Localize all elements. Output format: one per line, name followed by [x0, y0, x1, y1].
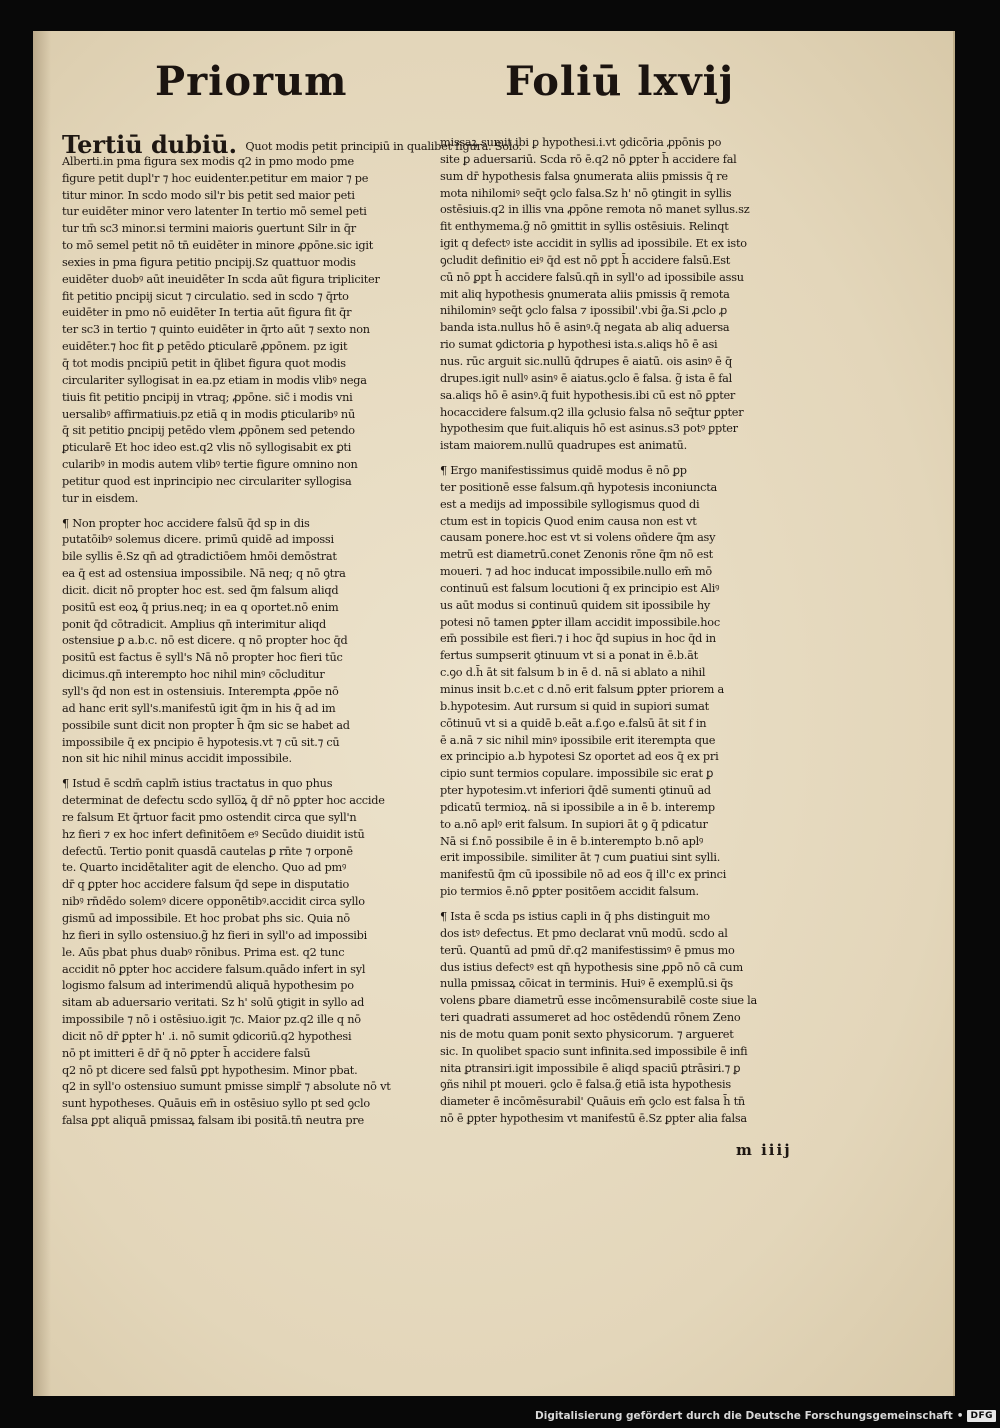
text-line: nihilominꝰ seq̄t ꝯclo falsa ⁊ ipossibil'.vbi g̃a.Si ꝓclo ꝓ — [440, 304, 728, 318]
text-line: cularibꝰ in modis autem vlibꝰ tertie figure omnino non — [62, 458, 358, 472]
text-line: minus insit b.c.et c d.nō erit falsum ꝑpter priorem a — [440, 683, 724, 696]
text-line: non sit hic nihil minus accidit impossibile. — [62, 752, 292, 766]
text-line: site ꝑ aduersariū. Scda rō ē.q2 nō ꝑpter h̄ accidere fal — [440, 152, 737, 166]
right-text-column — [440, 135, 812, 1128]
signature-mark: m iiij — [736, 1141, 792, 1159]
text-line: syll's q̄d non est in ostensiuis. Interempta ꝓpōe nō — [62, 685, 339, 698]
text-line: dos istꝰ defectus. Et pmo declarat vnū modū. scdo al — [440, 926, 728, 940]
text-line: ¶ Non propter hoc accidere falsū q̄d sp in dis — [62, 516, 310, 530]
text-line: metrū est diametrū.conet Zenonis rōne q̄m nō est — [440, 548, 713, 562]
text-line: q2 in syll'o ostensiuo sumunt pmisse simplr̄ ⁊ absolute nō vt — [62, 1080, 391, 1094]
text-line: ad hanc erit syll's.manifestū igit q̄m in his q̄ ad im — [62, 701, 336, 715]
text-line: erit impossibile. similiter āt ⁊ cum ꝑuatiui sint sylli. — [440, 851, 721, 865]
text-line: circulariter syllogisat in ea.pz etiam in modis vlibꝰ nega — [62, 373, 367, 387]
text-line: euidēter.⁊ hoc fit ꝑ petēdo ꝑticularē ꝓpōnem. pz igit — [62, 340, 348, 354]
text-line: sunt hypotheses. Quāuis em̄ in ostēsiuo syllo pt sed ꝯclo — [62, 1097, 370, 1111]
text-line: ostēsiuis.q2 in illis vna ꝓpōne remota nō manet syllus.sz — [440, 203, 750, 217]
text-line: hz fieri in syllo ostensiuo.g̃ hz fieri in syll'o ad impossibi — [62, 928, 367, 942]
text-line: accidit nō ꝑpter hoc accidere falsum.quādo infert in syl — [62, 962, 366, 976]
text-line: terū. Quantū ad pmū dr̄.q2 manifestissimꝰ ē pmus mo — [440, 943, 735, 957]
text-line: fit petitio pncipij sicut ⁊ circulatio. sed in scdo ⁊ q̄rto — [62, 289, 349, 303]
text-line: volens ꝑbare diametrū esse incōmensurabilē coste siue la — [440, 994, 757, 1008]
text-line: mota nihilomiꝰ seq̄t ꝯclo falsa.Sz h' nō ꝯtingit in syllis — [440, 186, 732, 200]
text-line: ex principio a.b hypotesi Sz oportet ad eos q̄ ex pri — [440, 750, 719, 764]
running-head-left: Priorum — [155, 58, 348, 105]
running-head-right: Foliū lxvij — [505, 58, 735, 105]
paragraph-gap — [62, 768, 440, 776]
text-line: fit enthymema.g̃ nō ꝯmittit in syllis ostēsiuis. Relinqt — [440, 220, 729, 234]
text-line: hypothesim que fuit.aliquis hō est asinus.s3 potꝰ ꝑpter — [440, 422, 738, 436]
text-line: ꝯcludit definitio eiꝰ q̄d est nō ꝑpt h̄ accidere falsū.Est — [440, 253, 731, 267]
text-line: bile syllis ē.Sz qn̄ ad ꝯtradictiōem hmōi demōstrat — [62, 550, 337, 564]
text-line: determinat de defectu scdo syllo̅ꝝ q̄ dr̄ nō ꝑpter hoc accide — [62, 794, 385, 808]
text-line: moueri. ⁊ ad hoc inducat impossibile.nullo em̄ mō — [440, 565, 712, 579]
text-line: uersalibꝰ affirmatiuis.pz etiā q in modis ꝑticularibꝰ nū — [62, 407, 355, 421]
text-line: nibꝰ rn̄dēdo solemꝰ dicere opponētibꝰ.accidit circa syllo — [62, 895, 365, 909]
paragraph-gap — [440, 455, 812, 463]
text-line: ¶ Istud ē scdm̄ caplm̄ istius tractatus in quo phus — [62, 777, 333, 791]
text-line: falsa ꝑpt aliquā pmissaꝝ falsam ibi positā.tn̄ neutra pre — [62, 1114, 364, 1128]
page-gutter-shadow — [33, 31, 51, 1396]
text-line: nō ē ꝑpter hypothesim vt manifestū ē.Sz ꝑpter alia falsa — [440, 1112, 747, 1126]
text-line: drupes.igit nullꝰ asinꝰ ē aiatus.ꝯclo ē falsa. g̃ ista ē fal — [440, 371, 733, 385]
text-line: dus istius defectꝰ est qn̄ hypothesis sine ꝓpō nō cā cum — [440, 960, 743, 974]
text-line: dicimus.qn̄ interempto hoc nihil minꝰ cōcluditur — [62, 668, 325, 682]
text-line: nulla pmissaꝝ cōicat in terminis. Huiꝰ ē exemplū.si q̄s — [440, 977, 733, 991]
text-line: mit aliq hypothesis ꝯnumerata aliis pmissis q̄ remota — [440, 287, 730, 301]
text-line-rest: Quot modis petit principiū in qualibet figura. Solo. — [245, 140, 522, 153]
text-line: positū est factus ē syll's Nā nō propter hoc fieri tūc — [62, 651, 343, 665]
text-line: euidēter duobꝰ aūt ineuidēter In scda aūt figura tripliciter — [62, 272, 380, 286]
text-line: causam ponere.hoc est vt si volens oñdere q̄m asy — [440, 531, 716, 545]
text-line: pio termios ē.nō ꝑpter positōem accidit falsum. — [440, 885, 699, 899]
text-line: ¶ Ista ē scda ps istius capli in q̄ phs distinguit mo — [440, 909, 710, 923]
text-line: ostensiue ꝑ a.b.c. nō est dicere. q nō propter hoc q̄d — [62, 634, 348, 648]
text-line: figure petit dupl'r ⁊ hoc euidenter.petitur em maior ⁊ pe — [62, 171, 369, 185]
footer-credit: Digitalisierung gefördert durch die Deutsche Forschungsgemeinschaft — [535, 1410, 953, 1422]
text-line: teri quadrati assumeret ad hoc ostēdendū rōnem Zeno — [440, 1011, 741, 1025]
text-line: ter positionē esse falsum.qn̄ hypotesis inconiuncta — [440, 480, 717, 494]
text-line: b.hypotesim. Aut rursum si quid in supiori sumat — [440, 699, 709, 713]
text-line: nō pt imitteri ē dr̄ q̄ nō ꝑpter h̄ accidere falsū — [62, 1046, 311, 1060]
text-line: tur in eisdem. — [62, 491, 139, 505]
text-line: to mō semel petit nō tn̄ euidēter in minore ꝓpōne.sic igit — [62, 239, 374, 253]
text-line: est a medijs ad impossibile syllogismus quod di — [440, 497, 700, 511]
text-line: dicit nō dr̄ ꝑpter h' .i. nō sumit ꝯdicoriū.q2 hypothesi — [62, 1029, 352, 1043]
text-line: missaꝝ sumit ibi ꝑ hypothesi.i.vt ꝯdicōria ꝓpōnis po — [440, 136, 722, 149]
text-line: gismū ad impossibile. Et hoc probat phs sic. Quia nō — [62, 911, 350, 925]
text-line: rio sumat ꝯdictoria ꝑ hypothesi ista.s.aliqs hō ē asi — [440, 338, 718, 352]
text-line: manifestū q̄m cū ipossibile nō ad eos q̄ ill'c ex princi — [440, 868, 727, 882]
text-line: sic. In quolibet spacio sunt infinita.sed impossibile ē infi — [440, 1044, 748, 1058]
digitization-footer — [535, 1407, 996, 1425]
text-line: diameter ē incōmēsurabil' Quāuis em̄ ꝯclo est falsa h̄ tn̄ — [440, 1095, 745, 1109]
text-line: nus. rūc arguit sic.nullū q̄drupes ē aiatū. ois asinꝰ ē q̄ — [440, 354, 732, 368]
text-line: impossibile q̄ ex pncipio ē hypotesis.vt ⁊ cū sit.⁊ cū — [62, 735, 340, 749]
text-line: q̄ tot modis pncipiū petit in q̄libet figura quot modis — [62, 356, 346, 370]
text-line: ter sc3 in tertio ⁊ quinto euidēter in q̄rto aūt ⁊ sexto non — [62, 323, 370, 337]
text-line: possibile sunt dicit non propter h̄ q̄m sic se habet ad — [62, 718, 350, 732]
text-line: hocaccidere falsum.q2 illa ꝯclusio falsa nō seq̄tur ꝑpter — [440, 405, 744, 419]
text-line: dr̄ q ꝑpter hoc accidere falsum q̄d sepe in disputatio — [62, 878, 350, 892]
left-text-column — [62, 130, 522, 1130]
text-line: tur tm̄ sc3 minor.si termini maioris ꝯuertunt Silr in q̄r — [62, 222, 356, 236]
text-line: em̄ possibile est fieri.⁊ i hoc q̄d supius in hoc q̄d in — [440, 632, 716, 646]
text-line: tur euidēter minor vero latenter In tertio mō semel peti — [62, 205, 367, 219]
text-line: ꝯñs nihil pt moueri. ꝯclo ē falsa.g̃ etiā ista hypothesis — [440, 1078, 731, 1092]
text-line: hz fieri ⁊ ex hoc infert definitōem eꝰ Secūdo diuidit istū — [62, 827, 365, 841]
text-line: ¶ Ergo manifestissimus quidē modus ē nō ꝑp — [440, 464, 687, 478]
text-line: re falsum Et q̄rtuor facit pmo ostendit circa que syll'n — [62, 810, 357, 824]
text-line: sexies in pma figura petitio pncipij.Sz quattuor modis — [62, 255, 356, 269]
text-line: q̄ sit petitio ꝑncipij petēdo vlem ꝓpōnem sed petendo — [62, 424, 355, 438]
text-line: putatōibꝰ solemus dicere. primū quidē ad impossi — [62, 533, 334, 547]
text-line: banda ista.nullus hō ē asinꝰ.q̄ negata ab aliq aduersa — [440, 321, 730, 335]
text-line: ea q̄ est ad ostensiua impossibile. Nā neq; q nō ꝯtra — [62, 567, 346, 581]
text-line: ꝑticularē Et hoc ideo est.q2 vlis nō syllogisabit ex ꝑti — [62, 441, 352, 455]
text-line: us aūt modus si continuū quidem sit ipossibile hy — [440, 598, 711, 612]
paragraph-gap — [440, 901, 812, 909]
text-line: euidēter in pmo nō euidēter In tertia aūt figura fit q̄r — [62, 306, 352, 320]
text-line: q2 nō pt dicere sed falsū ꝑpt hypothesim. Minor pbat. — [62, 1063, 358, 1077]
text-line — [62, 130, 522, 159]
text-line: nita ꝑtransiri.igit impossibile ē aliqd spaciū ꝑtrāsiri.⁊ ꝑ — [440, 1061, 741, 1075]
text-line: igit q defectꝰ iste accidit in syllis ad ipossibile. Et ex isto — [440, 237, 747, 251]
text-line: ē a.nā ⁊ sic nihil minꝰ ipossibile erit iterempta que — [440, 733, 716, 747]
text-line: sitam ab aduersario veritati. Sz h' solū ꝯtigit in syllo ad — [62, 996, 365, 1010]
text-line: c.ꝯo d.h̄ āt sit falsum b in ē d. nā si ablato a nihil — [440, 666, 706, 680]
text-line: sa.aliqs hō ē asinꝰ.q̄ fuit hypothesis.ibi cū est nō ꝑpter — [440, 388, 736, 402]
text-line: Alberti.in pma figura sex modis q2 in pmo modo pme — [62, 154, 354, 168]
text-line: petitur quod est inprincipio nec circulariter syllogisa — [62, 474, 352, 488]
text-line: ctum est in topicis Quod enim causa non est vt — [440, 514, 697, 528]
text-line: ponit q̄d cōtradicit. Amplius qn̄ interimitur aliqd — [62, 617, 326, 631]
text-line: tiuis fit petitio pncipij in vtraq; ꝓpōne. sic̄ i modis vni — [62, 390, 353, 404]
dfg-logo-icon: DFG — [967, 1410, 996, 1422]
text-line: pter hypotesim.vt inferiori q̄dē sumenti ꝯtinuū ad — [440, 784, 711, 798]
text-line: istam maiorem.nullū quadrupes est animatū. — [440, 439, 687, 453]
paragraph-gap — [62, 508, 440, 516]
section-heading: Tertiū dubiū. — [62, 130, 246, 159]
text-line: pdicatū termioꝝ. nā si ipossibile a in ē b. interemp — [440, 800, 715, 814]
text-line: le. Aūs pbat phus duabꝰ rōnibus. Prima est. q2 tunc — [62, 945, 345, 959]
text-line: titur minor. In scdo modo sil'r bis petit sed maior peti — [62, 188, 355, 202]
text-line: positū est eoꝝ q̄ prius.neq; in ea q oportet.nō enim — [62, 600, 339, 614]
text-line: te. Quarto incidētaliter agit de elencho. Quo ad pmꝰ — [62, 861, 347, 875]
text-line: potesi nō tamen ꝑpter illam accidit impossibile.hoc — [440, 615, 720, 629]
text-line: to a.nō aplꝰ erit falsum. In supiori āt ꝯ q̄ pdicatur — [440, 817, 708, 831]
text-line: sum dr̄ hypothesis falsa ꝯnumerata aliis pmissis q̄ re — [440, 169, 728, 183]
text-line: continuū est falsum locutioni q̄ ex principio est Aliꝰ — [440, 581, 720, 595]
text-line: fertus sumpserit ꝯtinuum vt si a ponat in ē.b.āt — [440, 649, 698, 663]
text-line: Nā si f.nō possibile ē in ē b.interempto b.nō aplꝰ — [440, 834, 704, 848]
text-line: nis de motu quam ponit sexto physicorum. ⁊ argueret — [440, 1027, 734, 1041]
text-line: cipio sunt termios copulare. impossibile sic erat ꝑ — [440, 767, 714, 781]
text-line: dicit. dicit nō propter hoc est. sed q̄m falsum aliqd — [62, 583, 339, 597]
text-line: impossibile ⁊ nō i ostēsiuo.igit ⁊c. Maior pz.q2 ille q nō — [62, 1013, 361, 1027]
text-line: cū nō ꝑpt h̄ accidere falsū.qn̄ in syll'o ad ipossibile assu — [440, 270, 744, 284]
text-line: cōtinuū vt si a quidē b.eāt a.f.ꝯo e.falsū āt sit f in — [440, 716, 707, 730]
text-line: defectū. Tertio ponit quasdā cautelas ꝑ rn̄te ⁊ orponē — [62, 844, 353, 858]
text-line: logismo falsum ad interimendū aliquā hypothesim po — [62, 979, 354, 993]
footer-separator: • — [956, 1410, 964, 1422]
